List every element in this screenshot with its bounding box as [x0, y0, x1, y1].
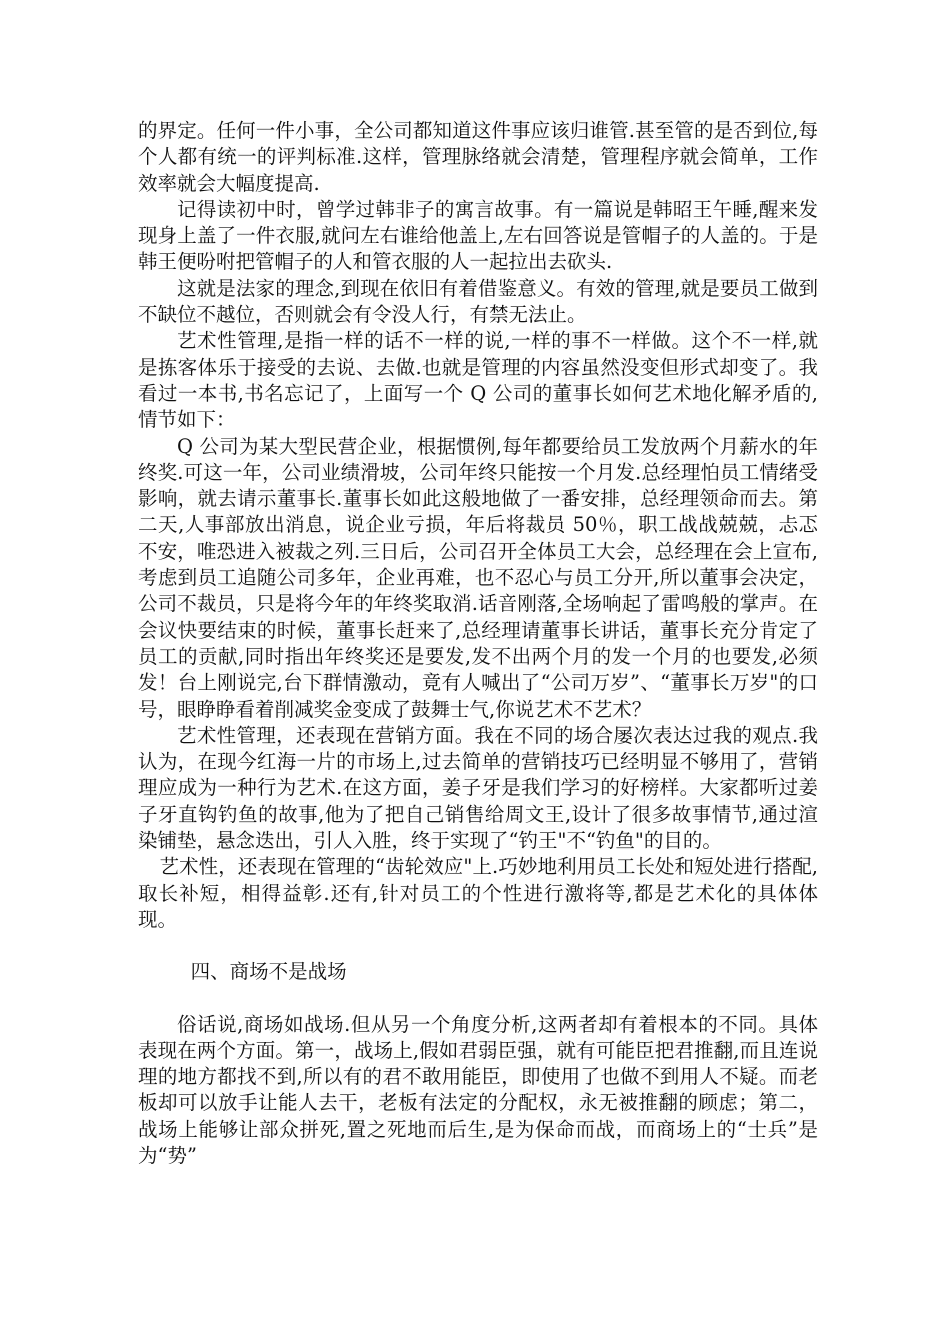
document-body	[138, 118, 818, 1169]
paragraph-7: 艺术性，还表现在管理的“齿轮效应"上.巧妙地利用员工长处和短处进行搭配,取长补短，相得益彰.还有,针对员工的个性进行激将等,都是艺术化的具体体现。	[138, 855, 818, 931]
paragraph-3: 这就是法家的理念,到现在依旧有着借鉴意义。有效的管理,就是要员工做到不缺位不越位，否则就会有令没人行，有禁无法止。	[138, 276, 818, 327]
paragraph-1: 的界定。任何一件小事，全公司都知道这件事应该归谁管.甚至管的是否到位,每个人都有统一的评判标准.这样，管理脉络就会清楚，管理程序就会简单，工作效率就会大幅度提高.	[138, 119, 818, 195]
paragraph-4: 艺术性管理,是指一样的话不一样的说,一样的事不一样做。这个不一样,就是拣客体乐于接受的去说、去做.也就是管理的内容虽然没变但形式却变了。我看过一本书,书名忘记了，上面写一个 Q 公司的董事长如何艺术地化解矛盾的,情节如下：	[138, 329, 818, 432]
paragraph-6: 艺术性管理，还表现在营销方面。我在不同的场合屡次表达过我的观点.我认为，在现今红海一片的市场上,过去简单的营销技巧已经明显不够用了，营销理应成为一种行为艺术.在这方面，姜子牙是我们学习的好榜样。大家都听过姜子牙直钩钓鱼的故事,他为了把自己销售给周文王,设计了很多故事情节,通过渲染铺垫，悬念迭出，引人入胜，终于实现了“钓王"不“钓鱼"的目的。	[138, 723, 818, 853]
paragraph-5: Q 公司为某大型民营企业，根据惯例,每年都要给员工发放两个月薪水的年终奖.可这一年，公司业绩滑坡，公司年终只能按一个月发.总经理怕员工情绪受影响，就去请示董事长.董事长如此这般地做了一番安排，总经理领命而去。第二天,人事部放出消息，说企业亏损，年后将裁员 50％，职工战战兢兢，忐忑不安，唯恐进入被裁之列.三日后，公司召开全体员工大会，总经理在会上宣布,考虑到员工追随公司多年，企业再难，也不忍心与员工分开,所以董事会决定，公司不裁员，只是将今年的年终奖取消.话音刚落,全场响起了雷鸣般的掌声。在会议快要结束的时候，董事长赶来了,总经理请董事长讲话，董事长充分肯定了员工的贡献,同时指出年终奖还是要发,发不出两个月的发一个月的也要发,必须发！台上刚说完,台下群情激动，竟有人喊出了“公司万岁”、“董事长万岁"的口号，眼睁睁看着削减奖金变成了鼓舞士气,你说艺术不艺术？	[138, 434, 818, 721]
section-paragraph-1: 俗话说,商场如战场.但从另一个角度分析,这两者却有着根本的不同。具体表现在两个方面。第一，战场上,假如君弱臣强，就有可能臣把君推翻,而且连说理的地方都找不到,所以有的君不敢用能臣，即使用了也做不到用人不疑。而老板却可以放手让能人去干，老板有法定的分配权，永无被推翻的顾虑；第二，战场上能够让部众拼死,置之死地而后生,是为保命而战，而商场上的“士兵”是为“势”	[138, 1012, 818, 1167]
paragraph-2: 记得读初中时，曾学过韩非子的寓言故事。有一篇说是韩昭王午睡,醒来发现身上盖了一件衣服,就问左右谁给他盖上,左右回答说是管帽子的人盖的。于是韩王便吩咐把管帽子的人和管衣服的人一起拉出去砍头.	[138, 197, 818, 274]
section-heading: 四、商场不是战场	[190, 960, 347, 984]
